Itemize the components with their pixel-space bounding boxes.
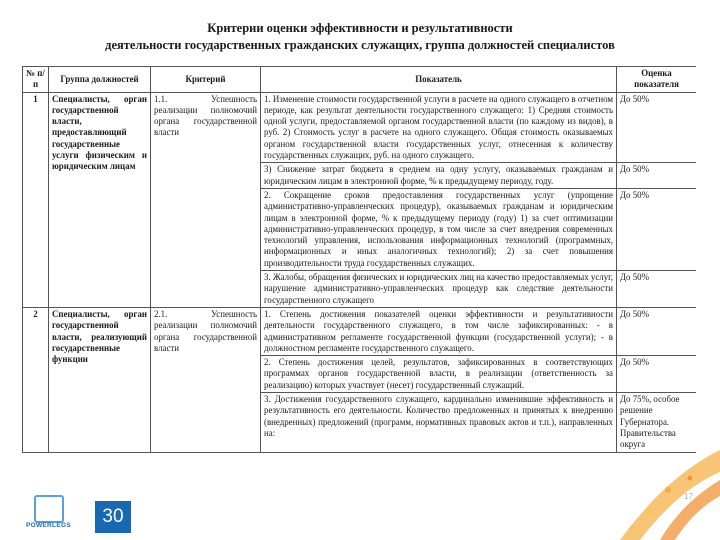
title-line-2: деятельности государственных гражданских служащих, группа должностей специалистов — [105, 38, 615, 52]
decorative-swirl-icon — [580, 430, 720, 540]
title-line-1: Критерии оценки эффективности и результативности — [207, 21, 513, 35]
row-1-group: Специалисты, орган государственной власти, предоставляющий государственные услуги физическим и юридическим лицам — [49, 92, 151, 307]
row-2-score-1: До 50% — [617, 307, 697, 355]
row-1-score-2: До 50% — [617, 163, 697, 189]
row-2-group: Специалисты, орган государственной власти, реализующий государственные функции — [49, 307, 151, 452]
row-2-num: 2 — [23, 307, 49, 452]
row-1-indicator-4: 3. Жалобы, обращения физических и юридических лиц на качество предоставляемых услуг, нарушение административно-управленческих процедур как следствие деятельности государственного служащего — [261, 271, 617, 308]
row-2-indicator-1: 1. Степень достижения показателей оценки эффективности и результативности деятельности государственного служащего, в том числе зафиксированных: - в административном регламенте государственной функции (государственной услуги); - в должностном регламенте государственного служащего. — [261, 307, 617, 355]
header-indicator: Показатель — [261, 67, 617, 93]
table-row — [23, 307, 697, 355]
row-1-score-4: До 50% — [617, 271, 697, 308]
row-1-indicator-2: 3) Снижение затрат бюджета в среднем на одну услугу, оказываемых гражданам и юридическим лицам в электронной форме, % к предыдущему периоду, году. — [261, 163, 617, 189]
row-1-indicator-3: 2. Сокращение сроков предоставления государственных услуг (упрощение административно-управленческих процедур), оказываемых гражданам и юридическим лицам в электронной форме, % к предыдущему периоду (году) 1) за счет оптимизации административно-управленческих процедур, в том числе за счет внедрения современных технологий управления, использования информационных технологий (программных, информационных и иных аналогичных технологий); 2) за счет повышения производительности труда государственных служащих. — [261, 188, 617, 270]
header-criterion: Критерий — [151, 67, 261, 93]
table-row — [23, 92, 697, 163]
row-1-indicator-1: 1. Изменение стоимости государственной услуги в расчете на одного служащего в отчетном периоде, как результат деятельности государственного служащего: 1) Средняя стоимость одной услуги, предоставляемой органом государственной власти (по каждому из видов), в руб. 2) Стоимость услуг в расчете на одного служащего. Общая стоимость оказываемых органом государственной власти государственных услуг, отнесенная к количеству государственных служащих, руб. на одного служащего. — [261, 92, 617, 163]
row-2-indicator-2: 2. Степень достижения целей, результатов, зафиксированных в соответствующих программах органов государственной власти, в реализации (ответственность за реализацию) которых участвует (несет) государственный служащий. — [261, 356, 617, 393]
criteria-table — [22, 66, 696, 453]
logo-text: POWERLEGS — [26, 522, 71, 529]
row-2-score-3: До 75%, особое решение Губернатора. Правительства округа — [617, 393, 697, 452]
page-mark: 17 — [684, 492, 693, 501]
row-2-indicator-3: 3. Достижения государственного служащего, кардинально изменившие эффективность и результативность его деятельности. Количество предложенных и принятых к внедрению (внедренных) предложений (программ, нормативных правовых актов и т.п.), направленных на: — [261, 393, 617, 452]
row-1-score-1: До 50% — [617, 92, 697, 163]
row-1-num: 1 — [23, 92, 49, 307]
row-2-criterion: 2.1. Успешность реализации полномочий органа государственной власти — [151, 307, 261, 452]
slide-title — [0, 20, 720, 54]
powerlegs-logo — [26, 495, 70, 535]
header-group: Группа должностей — [49, 67, 151, 93]
table-header-row — [23, 67, 697, 93]
logo-mark-icon — [34, 495, 64, 523]
criteria-table-frame — [22, 66, 696, 490]
row-1-score-3: До 50% — [617, 188, 697, 270]
row-1-criterion: 1.1. Успешность реализации полномочий органа государственной власти — [151, 92, 261, 307]
row-2-score-2: До 50% — [617, 356, 697, 393]
header-score: Оценка показателя — [617, 67, 697, 93]
header-num: № п/п — [23, 67, 49, 93]
slide-number: 30 — [95, 501, 131, 533]
